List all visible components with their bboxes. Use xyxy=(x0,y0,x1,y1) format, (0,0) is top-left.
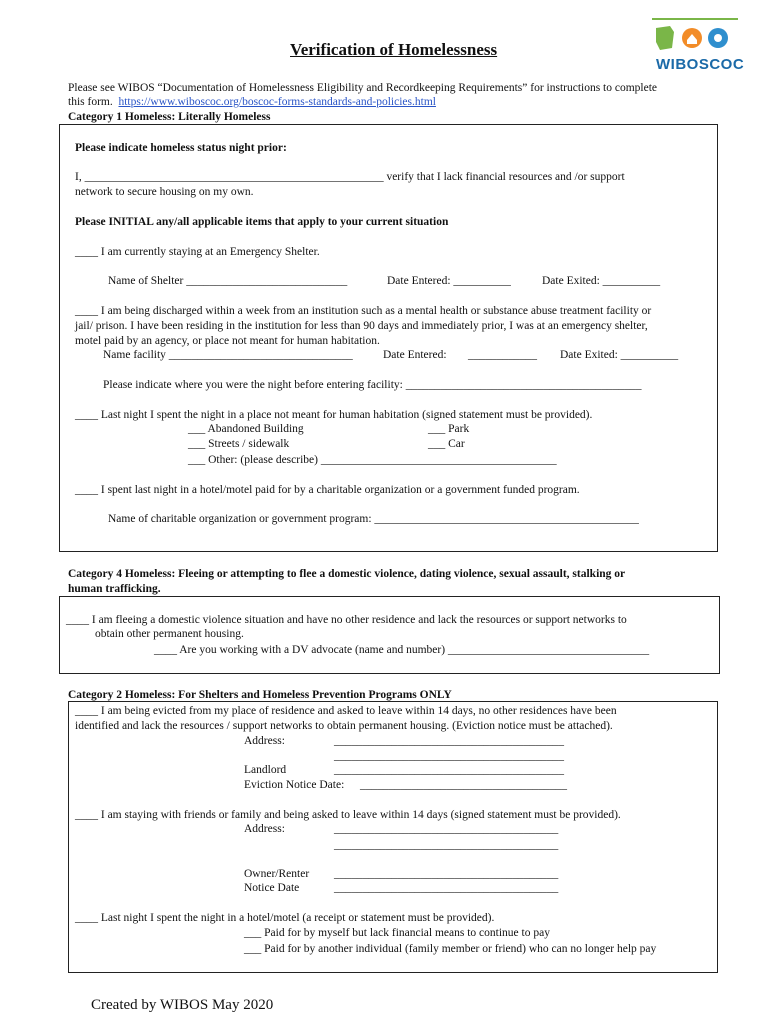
category-4-heading-2: human trafficking. xyxy=(68,583,161,595)
category-1-heading: Category 1 Homeless: Literally Homeless xyxy=(68,111,271,123)
eviction-address-label: Address: xyxy=(244,735,285,747)
intro-line-2 xyxy=(68,95,436,109)
option-car[interactable]: ___ Car xyxy=(428,438,465,450)
eviction-item-line-1[interactable]: ____ I am being evicted from my place of residence and asked to leave within 14 days, no other residences have been xyxy=(75,705,617,717)
shelter-date-exited-field[interactable]: Date Exited: __________ xyxy=(542,275,661,287)
option-abandoned-building[interactable]: ___ Abandoned Building xyxy=(188,423,304,435)
institution-line-2: jail/ prison. I have been residing in the institution for less than 90 days and immediately prior, I was at an emergency shelter, xyxy=(75,320,648,332)
status-heading: Please indicate homeless status night prior: xyxy=(75,142,287,154)
facility-name-field[interactable]: Name facility ________________________________ xyxy=(103,349,353,361)
owner-renter-label: Owner/Renter xyxy=(244,868,310,880)
category-2-heading: Category 2 Homeless: For Shelters and Homeless Prevention Programs ONLY xyxy=(68,689,452,701)
category-4-heading-1: Category 4 Homeless: Fleeing or attempting to flee a domestic violence, dating violence, sexual assault, stalking or xyxy=(68,568,626,580)
option-other[interactable]: ___ Other: (please describe) _________________________________________ xyxy=(188,454,557,466)
landlord-field[interactable]: ________________________________________ xyxy=(334,764,564,776)
shelter-name-field[interactable]: Name of Shelter ____________________________ xyxy=(108,275,348,287)
hotel-self-paid-item[interactable]: ____ Last night I spent the night in a hotel/motel (a receipt or statement must be provided). xyxy=(75,912,495,924)
charitable-org-field[interactable]: Name of charitable organization or government program: ______________________________________________ xyxy=(108,513,639,525)
notice-date-field[interactable]: _______________________________________ xyxy=(334,882,559,894)
eviction-date-label: Eviction Notice Date: xyxy=(244,779,345,791)
notice-date-label: Notice Date xyxy=(244,882,300,894)
shelter-date-entered-field[interactable]: Date Entered: __________ xyxy=(387,275,511,287)
verify-line-1[interactable]: I, ____________________________________________________ verify that I lack financial resources and /or support xyxy=(75,171,625,183)
eviction-date-field[interactable]: ____________________________________ xyxy=(360,779,567,791)
logo-wordmark: WIBOSCOC xyxy=(656,56,745,73)
verify-line-2: network to secure housing on my own. xyxy=(75,186,254,198)
friends-address-field-1[interactable]: _______________________________________ xyxy=(334,823,559,835)
wiboscoc-logo-mark xyxy=(650,14,742,58)
facility-prior-field[interactable]: Please indicate where you were the night before entering facility: _________________________________________ xyxy=(103,379,642,391)
eviction-address-field-1[interactable]: ________________________________________ xyxy=(334,735,564,747)
intro-line-1: Please see WIBOS “Documentation of Homelessness Eligibility and Recordkeeping Requirements” for instructions to complete xyxy=(68,82,658,94)
page-title: Verification of Homelessness xyxy=(290,40,498,59)
friends-family-item[interactable]: ____ I am staying with friends or family and being asked to leave within 14 days (signed statement must be provided). xyxy=(75,809,621,821)
hotel-charitable-item[interactable]: ____ I spent last night in a hotel/motel paid for by a charitable organization or a government funded program. xyxy=(75,484,580,496)
landlord-label: Landlord xyxy=(244,764,287,776)
dv-advocate-field[interactable]: ____ Are you working with a DV advocate (name and number) ___________________________________ xyxy=(154,644,650,656)
eviction-item-line-2: identified and lack the resources / support networks to obtain permanent housing. (Eviction notice must be attached). xyxy=(75,720,613,732)
owner-renter-field[interactable]: _______________________________________ xyxy=(334,868,559,880)
hotel-option-self[interactable]: ___ Paid for by myself but lack financial means to continue to pay xyxy=(244,927,550,939)
friends-address-field-2[interactable]: _______________________________________ xyxy=(334,839,559,851)
footer-created-by: Created by WIBOS May 2020 xyxy=(91,997,274,1013)
option-streets[interactable]: ___ Streets / sidewalk xyxy=(188,438,290,450)
option-park[interactable]: ___ Park xyxy=(428,423,470,435)
facility-date-entered-label: Date Entered: xyxy=(383,349,447,361)
initial-heading: Please INITIAL any/all applicable items that apply to your current situation xyxy=(75,216,449,228)
dv-item-line-2: obtain other permanent housing. xyxy=(95,628,244,640)
not-meant-item[interactable]: ____ Last night I spent the night in a place not meant for human habitation (signed statement must be provided). xyxy=(75,409,593,421)
institution-line-1[interactable]: ____ I am being discharged within a week from an institution such as a mental health or substance abuse treatment facility or xyxy=(75,305,652,317)
institution-line-3: motel paid by an agency, or place not meant for human habitation. xyxy=(75,335,380,347)
dv-item-line-1[interactable]: ____ I am fleeing a domestic violence situation and have no other residence and lack the resources or support networks to xyxy=(66,614,627,626)
forms-link[interactable]: https://www.wiboscoc.org/boscoc-forms-standards-and-policies.html xyxy=(118,96,436,108)
friends-address-label: Address: xyxy=(244,823,285,835)
emergency-shelter-item[interactable]: ____ I am currently staying at an Emergency Shelter. xyxy=(75,246,320,258)
eviction-address-field-2[interactable]: ________________________________________ xyxy=(334,750,564,762)
intro-line-2-prefix: this form. xyxy=(68,96,113,108)
facility-date-exited-field[interactable]: Date Exited: __________ xyxy=(560,349,679,361)
facility-date-entered-field[interactable]: ____________ xyxy=(468,349,537,361)
wiboscoc-logo xyxy=(650,14,745,76)
hotel-option-other[interactable]: ___ Paid for by another individual (family member or friend) who can no longer help pay xyxy=(244,943,657,955)
